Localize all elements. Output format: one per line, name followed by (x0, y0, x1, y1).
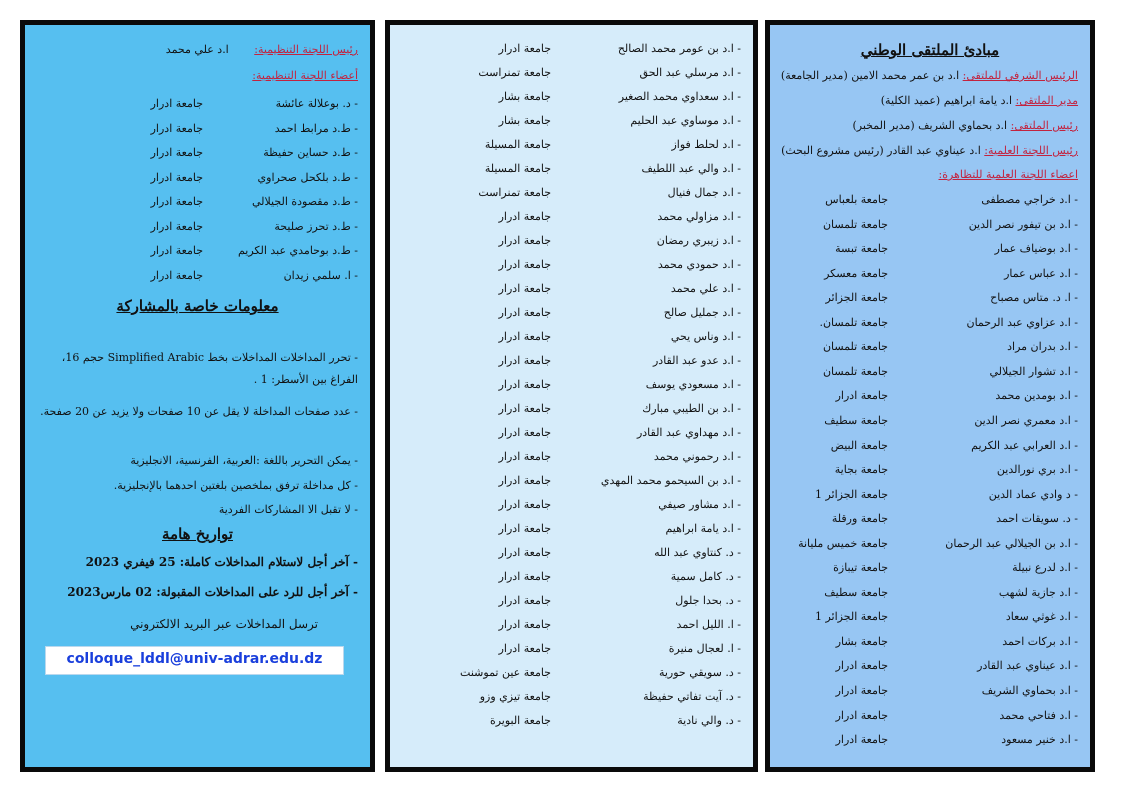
member-university: جامعة ادرار (498, 498, 551, 511)
member-university: جامعة ادرار (835, 733, 888, 747)
member-university: جامعة ادرار (150, 219, 203, 233)
member-name: - ا.د عباس عمار (1004, 266, 1078, 280)
org-chair (166, 43, 358, 57)
committee-member-row (778, 609, 1078, 625)
member-name: - ا.د بدران مراد (1007, 340, 1078, 354)
committee-member-row (778, 339, 1078, 355)
org-chair-value: ا.د علي محمد (165, 43, 229, 56)
committee-member-row (386, 713, 741, 729)
member-name: - ا.د مسعودي يوسف (645, 378, 741, 391)
member-name: - ا.د تشوار الجيلالي (989, 364, 1078, 378)
member-name: - د وادي عماد الدين (988, 487, 1078, 501)
member-name: - ا.د بركات احمد (1002, 634, 1078, 648)
committee-member-row (778, 732, 1078, 748)
member-name: - د. آيت تفاتي حفيظة (643, 690, 741, 703)
member-university: جامعة ادرار (498, 210, 551, 223)
member-university: جامعة تمنراست (478, 66, 551, 79)
member-name: - ا. د. متاس مصباح (990, 291, 1078, 305)
member-university: جامعة ادرار (150, 146, 203, 159)
role-value: ا.د بحماوي الشريف (مدير المخبر) (852, 119, 1008, 132)
member-university: جامعة تلمسان (822, 217, 888, 231)
role-director (881, 94, 1078, 108)
member-name: - ا.د عيناوي عبد القادر (977, 659, 1078, 673)
committee-member-row (386, 545, 741, 561)
info-item: - تحرر المداخلات المداخلات بخط Simplified Arabic حجم 16، الفراغ بين الأسطر: 1 . (61, 351, 358, 386)
committee-member-row (386, 305, 741, 321)
committee-member-row (778, 634, 1078, 650)
member-university: جامعة بجاية (834, 463, 888, 477)
member-university: جامعة سطيف (824, 413, 888, 427)
member-university: جامعة تيبازة (833, 561, 888, 575)
member-name: - ا.د بن الجيلالي عبد الرحمان (945, 536, 1078, 550)
role-chair (853, 119, 1079, 133)
committee-member-row (386, 641, 741, 657)
org-member-row (28, 170, 358, 186)
committee-member-row (386, 593, 741, 609)
committee-member-row (386, 449, 741, 465)
role-label: الرئيس الشرفي للملتقى: (962, 69, 1078, 82)
date-item: - آخر أجل لاستلام المداخلات كاملة: 25 فيفري 2023 (85, 555, 358, 569)
member-university: جامعة ادرار (498, 282, 551, 295)
member-name: - ا.د لدرع نبيلة (1012, 561, 1078, 575)
member-name: - ا.د بن الطيبي مبارك (642, 402, 741, 415)
member-name: - ا.د زيبري رمضان (656, 234, 741, 247)
member-name: - ا.د غوثي سعاد (1005, 610, 1078, 624)
member-university: جامعة ادرار (498, 450, 551, 463)
committee-member-row (386, 377, 741, 393)
committee-member-row (386, 185, 741, 201)
right-panel (765, 20, 1095, 772)
member-university: جامعة ورقلة (831, 512, 888, 526)
member-university: جامعة ادرار (498, 474, 551, 487)
committee-member-row (778, 511, 1078, 527)
member-name: - ا.د رحموني محمد (653, 450, 741, 463)
committee-member-row (386, 257, 741, 273)
role-scientific-chair (781, 144, 1078, 158)
committee-member-row (386, 353, 741, 369)
member-university: جامعة بشار (498, 114, 551, 127)
org-member-row (28, 219, 358, 235)
committee-member-row (386, 329, 741, 345)
member-university: جامعة ادرار (150, 121, 203, 135)
member-university: جامعة تبسة (835, 242, 888, 256)
contact-email-link[interactable]: colloque_lddl@univ-adrar.edu.dz (66, 651, 323, 667)
committee-member-row (386, 473, 741, 489)
member-name: - ط.د بوحامدي عبد الكريم (237, 244, 358, 257)
committee-member-row (386, 401, 741, 417)
member-university: جامعة سطيف (824, 585, 888, 599)
member-name: - ا.د والي عبد اللطيف (641, 162, 741, 175)
member-university: جامعة البويرة (489, 714, 551, 727)
committee-member-row (778, 560, 1078, 576)
important-dates-heading: تواريخ هامة (162, 525, 233, 543)
member-name: - د. سويقات احمد (996, 512, 1078, 526)
org-member-row (28, 145, 358, 161)
member-name: - ا. سلمي زيدان (283, 268, 358, 282)
committee-member-row (386, 281, 741, 297)
member-university: جامعة الجزائر 1 (814, 487, 888, 501)
committee-member-row (778, 536, 1078, 552)
member-university: جامعة ادرار (150, 195, 203, 208)
member-name: - د. بوعلالة عائشة (275, 97, 358, 110)
member-name: - ا.د فتاحي محمد (999, 708, 1078, 722)
member-name: - ا.د جمليل صالح (663, 306, 741, 319)
member-university: جامعة ادرار (150, 170, 203, 184)
committee-member-row (386, 161, 741, 177)
member-name: - ا.د بوضياف عمار (994, 242, 1078, 256)
member-name: - ا.د وناس يحي (670, 330, 741, 343)
committee-member-row (778, 364, 1078, 380)
member-university: جامعة ادرار (498, 354, 551, 367)
committee-member-row (778, 683, 1078, 699)
member-name: - ا.د حمودي محمد (657, 258, 741, 271)
member-name: - ا.د بحماوي الشريف (981, 684, 1078, 697)
member-name: - ا.د عدو عبد القادر (653, 354, 741, 367)
org-member-row (28, 194, 358, 210)
member-name: - ا.د علي محمد (670, 282, 741, 295)
committee-member-row (386, 233, 741, 249)
role-value: ا.د بن عمر محمد الامين (مدير الجامعة) (780, 69, 960, 82)
member-university: جامعة خميس مليانة (798, 536, 888, 550)
member-name: - ا.د عزاوي عبد الرحمان (966, 315, 1078, 329)
member-name: - ا.د مهداوي عبد القادر (636, 426, 741, 439)
member-university: جامعة ادرار (150, 244, 203, 257)
committee-member-row (386, 569, 741, 585)
committee-member-row (778, 487, 1078, 503)
member-university: جامعة ادرار (835, 708, 888, 722)
send-note: ترسل المداخلات عبر البريد الالكتروني (130, 617, 318, 631)
member-university: جامعة ادرار (835, 659, 888, 673)
member-name: - ط.د مقصودة الجيلالي (251, 195, 358, 208)
committee-member-row (778, 413, 1078, 429)
member-university: جامعة ادرار (498, 522, 551, 535)
member-name: - ا.د جمال فنيال (667, 186, 741, 199)
date-item: - آخر أجل للرد على المداخلات المقبولة: 02 مارس2023 (67, 585, 358, 599)
member-university: جامعة ادرار (498, 258, 551, 271)
committee-member-row (778, 462, 1078, 478)
member-name: - ا. الليل احمد (676, 618, 741, 631)
member-name: - ط.د حساين حفيظة (263, 146, 358, 159)
member-name: - ا.د بن السيحمو محمد المهدي (600, 474, 741, 487)
member-university: جامعة ادرار (498, 378, 551, 391)
member-university: جامعة بشار (835, 634, 888, 648)
committee-member-row (386, 665, 741, 681)
committee-member-row (386, 689, 741, 705)
member-name: - ا.د جازية لشهب (998, 585, 1078, 599)
org-member-row (28, 268, 358, 284)
member-university: جامعة ادرار (150, 268, 203, 282)
member-university: جامعة ادرار (498, 546, 551, 559)
member-name: - ط.د تحرز صليحة (274, 219, 358, 233)
member-name: - ا.د مزاولي محمد (657, 210, 741, 223)
org-committee-heading: أعضاء اللجنة التنظيمية: (252, 69, 358, 82)
committee-heading: اعضاء اللجنة العلمية للتظاهرة: (938, 168, 1078, 181)
member-university: جامعة بشار (498, 90, 551, 103)
member-university: جامعة تيزي وزو (479, 690, 551, 703)
member-university: جامعة تلمسان (822, 340, 888, 354)
info-item: - عدد صفحات المداخلة لا يقل عن 10 صفحات ولا يزيد عن 20 صفحة. (40, 405, 358, 418)
email-box (45, 646, 344, 675)
committee-member-row (386, 89, 741, 105)
member-name: - ا.د مشاور صيفي (658, 498, 741, 511)
member-name: - ا.د بومدين محمد (995, 389, 1078, 403)
member-university: جامعة ادرار (498, 594, 551, 607)
member-university: جامعة بلعباس (825, 193, 888, 206)
committee-member-row (778, 585, 1078, 601)
member-name: - ا. لعجال منيرة (668, 642, 741, 655)
committee-member-row (778, 388, 1078, 404)
member-university: جامعة عين تموشنت (460, 666, 551, 679)
member-university: جامعة المسيلة (484, 138, 551, 151)
member-name: - ا.د لحلط فواز (671, 138, 741, 151)
role-label: رئيس الملتقى: (1010, 119, 1078, 132)
committee-member-row (778, 708, 1078, 724)
committee-member-row (778, 290, 1078, 306)
committee-member-row (386, 137, 741, 153)
member-name: - ا.د موساوي عبد الحليم (630, 114, 741, 127)
member-university: جامعة البيض (830, 438, 888, 452)
member-name: - د. والي نادية (677, 714, 741, 727)
member-university: جامعة ادرار (498, 330, 551, 343)
info-item: - لا تقبل الا المشاركات الفردية (218, 503, 358, 516)
member-university: جامعة ادرار (498, 426, 551, 439)
member-university: جامعة المسيلة (484, 162, 551, 175)
member-name: - ا.د خراجي مصطفى (981, 193, 1078, 206)
member-university: جامعة ادرار (150, 97, 203, 110)
info-item: - يمكن التحرير باللغة :العربية، الفرنسية، الانجليزية (130, 454, 358, 467)
role-label: رئيس اللجنة العلمية: (984, 144, 1078, 157)
member-university: جامعة ادرار (835, 684, 888, 697)
member-name: - ا.د سعداوي محمد الصغير (618, 90, 741, 103)
member-university: جامعة تمنراست (478, 186, 551, 199)
member-name: - د. بحدا جلول (675, 594, 741, 607)
member-university: جامعة الجزائر 1 (814, 610, 888, 624)
member-name: - ا.د خنير مسعود (1001, 733, 1078, 747)
member-university: جامعة ادرار (498, 306, 551, 319)
member-name: - ا.د العرابي عبد الكريم (971, 438, 1078, 452)
participation-info-heading: معلومات خاصة بالمشاركة (116, 297, 279, 315)
member-name: - د. سويقي حورية (658, 666, 741, 679)
org-member-row (28, 121, 358, 137)
member-university: جامعة تلمسان. (819, 315, 888, 329)
committee-member-row (778, 315, 1078, 331)
committee-member-row (778, 266, 1078, 282)
seminar-title: مبادئ الملتقى الوطني (860, 41, 1000, 59)
committee-member-row (386, 65, 741, 81)
member-university: جامعة تلمسان (822, 364, 888, 378)
member-university: جامعة ادرار (498, 570, 551, 583)
committee-member-row (386, 617, 741, 633)
committee-member-row (386, 113, 741, 129)
member-name: - ا.د مرسلي عبد الحق (639, 66, 741, 79)
committee-member-row (386, 497, 741, 513)
member-name: - ا.د معمري نصر الدين (974, 413, 1078, 427)
member-university: جامعة ادرار (835, 389, 888, 403)
middle-panel (385, 20, 758, 772)
member-university: جامعة ادرار (498, 42, 551, 55)
role-value: ا.د عيناوي عبد القادر (رئيس مشروع البحث) (781, 144, 981, 157)
member-name: - د. كامل سمية (670, 570, 741, 583)
committee-member-row (778, 217, 1078, 233)
committee-member-row (386, 41, 741, 57)
committee-member-row (778, 241, 1078, 257)
member-university: جامعة ادرار (498, 642, 551, 655)
role-label: مدير الملتقى: (1015, 94, 1078, 107)
committee-member-row (778, 658, 1078, 674)
org-member-row (28, 96, 358, 112)
member-name: - ا.د يامة ابراهيم (665, 522, 741, 535)
member-name: - ا.د بن عومر محمد الصالح (617, 42, 741, 55)
committee-member-row (778, 192, 1078, 208)
member-name: - ا.د بري نورالدين (996, 463, 1078, 477)
committee-member-row (386, 521, 741, 537)
org-chair-label: رئيس اللجنة التنظيمية: (254, 43, 358, 56)
member-name: - ط.د بلكحل صحراوي (257, 170, 358, 184)
org-member-row (28, 243, 358, 259)
committee-member-row (386, 209, 741, 225)
member-university: جامعة معسكر (824, 266, 888, 280)
role-value: ا.د يامة ابراهيم (عميد الكلية) (880, 94, 1013, 107)
left-panel (20, 20, 375, 772)
member-university: جامعة ادرار (498, 618, 551, 631)
member-name: - د. كنتاوي عبد الله (654, 546, 741, 559)
committee-member-row (778, 438, 1078, 454)
member-name: - ط.د مرابط احمد (274, 121, 358, 135)
member-university: جامعة الجزائر (825, 291, 888, 305)
member-university: جامعة ادرار (498, 402, 551, 415)
info-item: - كل مداخلة ترفق بملخصين بلغتين احدهما بالإنجليزية. (113, 479, 358, 492)
role-honorary (781, 69, 1078, 83)
member-name: - ا.د بن تيفور نصر الدين (968, 217, 1078, 231)
member-university: جامعة ادرار (498, 234, 551, 247)
committee-member-row (386, 425, 741, 441)
